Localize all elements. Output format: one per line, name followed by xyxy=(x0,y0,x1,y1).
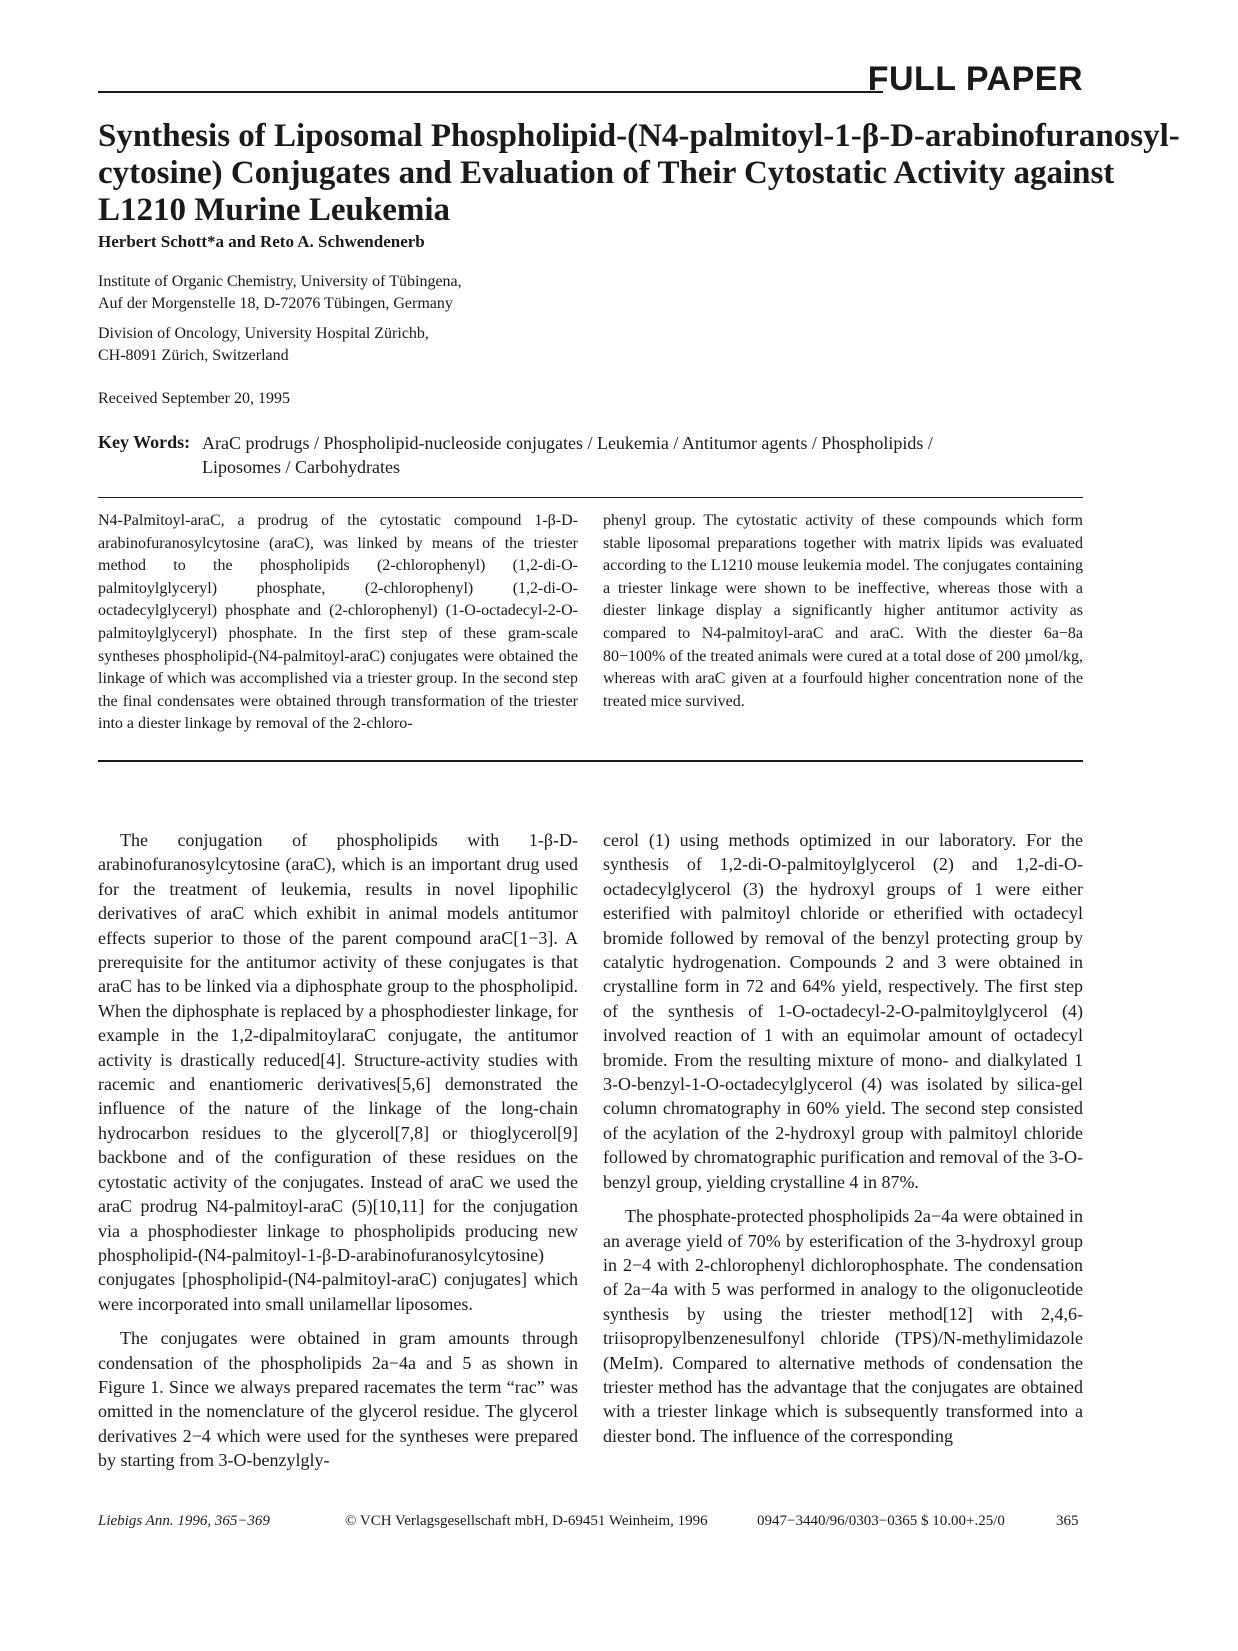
footer-code: 0947−3440/96/0303−0365 $ 10.00+.25/0 xyxy=(757,1513,1005,1529)
body-paragraph: The conjugation of phospholipids with 1-β-D-arabinofuranosylcytosine (araC), which is an important drug used for the treatment of leukemia, results in novel lipophilic derivatives of araC which exhibit in animal models antitumor effects superior to those of the parent compound araC[1−3]. A prerequisite for the antitumor activity of these conjugates is that araC has to be linked via a diphosphate group to the phospholipid. When the diphosphate is replaced by a phosphodiester linkage, for example in the 1,2-dipalmitoylaraC conjugate, the antitumor activity is drastically reduced[4]. Structure-activity studies with racemic and enantiomeric derivatives[5,6] demonstrated the influence of the nature of the linkage of the long-chain hydrocarbon residues to the glycerol[7,8] or thioglycerol[9] backbone and of the configuration of these residues on the cytostatic activity of the conjugates. Instead of araC we used the araC prodrug N4-palmitoyl-araC (5)[10,11] for the conjugation via a phosphodiester linkage to phospholipids producing new phospholipid-(N4-palmitoyl-1-β-D-arabinofuranosylcytosine) conjugates [phospholipid-(N4-palmitoyl-araC) conjugates] which were incorporated into small unilamellar liposomes. xyxy=(98,830,578,1314)
author-list: Herbert Schott*a and Reto A. Schwendenerb xyxy=(98,232,425,251)
abstract-left-column: N4-Palmitoyl-araC, a prodrug of the cytostatic compound 1-β-D-arabinofuranosylcytosine (araC), was linked by means of the triester method to the phospholipids (2-chlorophenyl) (1,2-di-O-palmitoylglyceryl) phosphate, (2-chlorophenyl) (1,2-di-O-octadecylglyceryl) phosphate and (2-chlorophenyl) (1-O-octadecyl-2-O-palmitoylglyceryl) phosphate. In the first step of these gram-scale syntheses phospholipid-(N4-palmitoyl-araC) conjugates were obtained the linkage of which was accomplished via a triester group. In the second step the final condensates were obtained through transformation of the triester into a diester linkage by removal of the 2-chloro- xyxy=(98,512,578,733)
body-paragraph: The phosphate-protected phospholipids 2a−4a were obtained in an average yield of 70% by esterification of the 3-hydroxyl group in 2−4 with 2-chlorophenyl dichlorophosphate. The condensation of 2a−4a with 5 was performed in analogy to the oligonucleotide synthesis by using the triester method[12] with 2,4,6-triisopropylbenzenesulfonyl chloride (TPS)/N-methylimidazole (MeIm). Compared to alternative methods of condensation the triester method has the advantage that the conjugates are obtained with a triester linkage which is subsequently transformed into a diester bond. The influence of the corresponding xyxy=(603,1206,1083,1446)
title-line-3: L1210 Murine Leukemia xyxy=(98,192,450,228)
page-number: 365 xyxy=(1056,1513,1079,1529)
affiliation-2-line-2: CH-8091 Zürich, Switzerland xyxy=(98,347,289,364)
affiliation-2-line-1: Division of Oncology, University Hospital Zürichb, xyxy=(98,325,429,342)
abstract-bottom-rule xyxy=(98,760,1083,762)
body-left-column xyxy=(98,828,578,1473)
keywords-line-2: Liposomes / Carbohydrates xyxy=(202,457,400,477)
keywords-line-1: AraC prodrugs / Phospholipid-nucleoside conjugates / Leukemia / Antitumor agents / Phospholipids / xyxy=(202,433,933,453)
affiliation-2 xyxy=(98,323,429,367)
title-line-2: cytosine) Conjugates and Evaluation of Their Cytostatic Activity against xyxy=(98,155,1115,191)
section-label: FULL PAPER xyxy=(867,60,1083,98)
affiliation-1-line-2: Auf der Morgenstelle 18, D-72076 Tübingen, Germany xyxy=(98,295,453,312)
footer-publisher: © VCH Verlagsgesellschaft mbH, D-69451 Weinheim, 1996 xyxy=(345,1513,708,1529)
header-rule xyxy=(98,91,883,93)
keywords-list xyxy=(202,431,1102,479)
footer-journal-citation: Liebigs Ann. 1996, 365−369 xyxy=(98,1513,270,1529)
abstract-right-column: phenyl group. The cytostatic activity of these compounds which form stable liposomal preparations together with matrix lipids was evaluated according to the L1210 mouse leukemia model. The conjugates containing a triester linkage were shown to be ineffective, whereas those with a diester linkage display a significantly higher antitumor activity as compared to N4-palmitoyl-araC and araC. With the diester 6a−8a 80−100% of the treated animals were cured at a total dose of 200 µmol/kg, whereas with araC given at a fourfould higher concentration none of the treated mice survived. xyxy=(603,512,1083,710)
affiliation-1-line-1: Institute of Organic Chemistry, University of Tübingena, xyxy=(98,273,462,290)
received-date: Received September 20, 1995 xyxy=(98,390,290,407)
affiliation-1 xyxy=(98,271,462,315)
body-paragraph: The conjugates were obtained in gram amounts through condensation of the phospholipids 2a−4a and 5 as shown in Figure 1. Since we always prepared racemates the term “rac” was omitted in the nomenclature of the glycerol residue. The glycerol derivatives 2−4 which were used for the syntheses were prepared by starting from 3-O-benzylgly- xyxy=(98,1328,578,1471)
body-right-column xyxy=(603,828,1083,1448)
body-paragraph: cerol (1) using methods optimized in our laboratory. For the synthesis of 1,2-di-O-palmitoylglycerol (2) and 1,2-di-O-octadecylglycerol (3) the hydroxyl groups of 1 were either esterified with palmitoyl chloride or etherified with octadecyl bromide followed by removal of the benzyl protecting group by catalytic hydrogenation. Compounds 2 and 3 were obtained in crystalline form in 72 and 64% yield, respectively. The first step of the synthesis of 1-O-octadecyl-2-O-palmitoylglycerol (4) involved reaction of 1 with an equimolar amount of octadecyl bromide. From the resulting mixture of mono- and dialkylated 1 3-O-benzyl-1-O-octadecylglycerol (4) was isolated by silica-gel column chromatography in 60% yield. The second step consisted of the acylation of the 2-hydroxyl group with palmitoyl chloride followed by chromatographic purification and removal of the 3-O-benzyl group, yielding crystalline 4 in 87%. xyxy=(603,830,1083,1192)
article-title xyxy=(98,118,1180,229)
keywords-label: Key Words: xyxy=(98,432,191,452)
title-line-1: Synthesis of Liposomal Phospholipid-(N4-palmitoyl-1-β-D-arabinofuranosyl- xyxy=(98,118,1180,154)
abstract-top-rule xyxy=(98,497,1083,498)
